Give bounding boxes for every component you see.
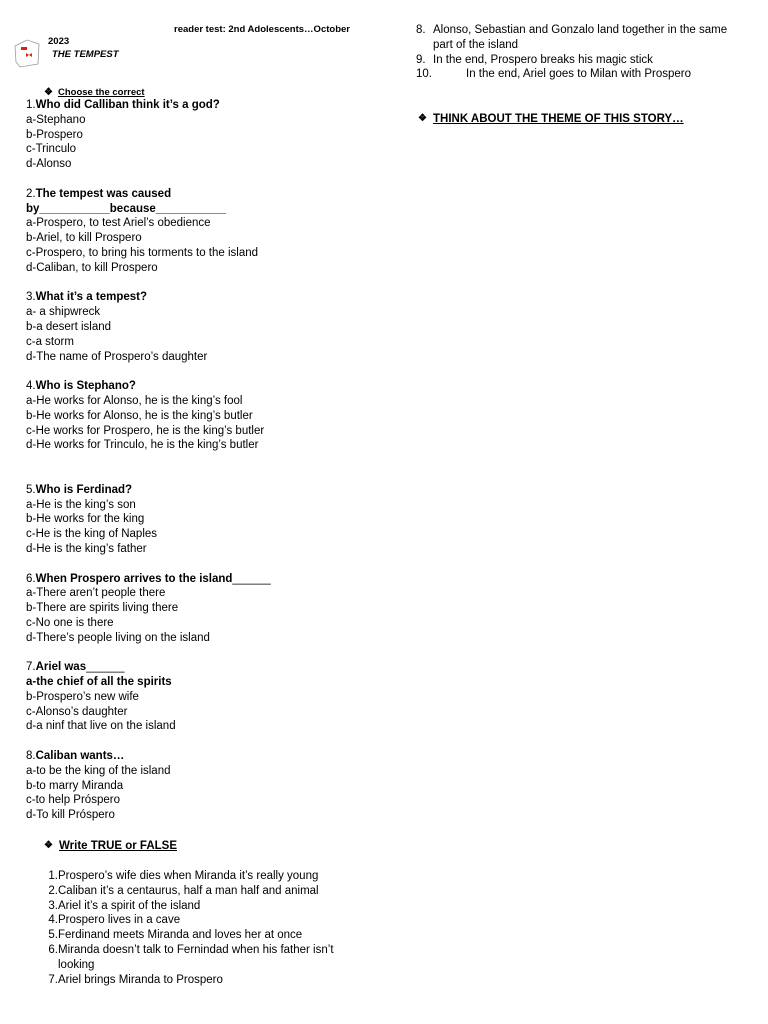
question-3: 3.What it’s a tempest? a- a shipwreck b-a desert island c-a storm d-The name of Prospero’s daughter — [26, 290, 376, 364]
question-7: 7.Ariel was______ a-the chief of all the spirits b-Prospero’s new wife c-Alonso’s daughter d-a ninf that live on the island — [26, 660, 376, 734]
question-2: 2.The tempest was caused by___________because___________ a-Prospero, to test Ariel’s obedience b-Ariel, to kill Prospero c-Prospero, to bring his torments to the island d-Caliban, to kill Prospero — [26, 187, 376, 276]
option: d-Caliban, to kill Prospero — [26, 261, 158, 274]
option: a-Prospero, to test Ariel’s obedience — [26, 217, 211, 230]
true-false-list — [40, 869, 360, 987]
option: b-Prospero’s new wife — [26, 690, 139, 703]
test-year: 2023 — [48, 36, 70, 47]
option: d-The name of Prospero’s daughter — [26, 350, 208, 363]
question-text: Ariel was — [35, 661, 87, 674]
list-item: 2. Caliban it’s a centaurus, half a man half and animal — [48, 884, 319, 897]
option: a-Stephano — [26, 113, 86, 126]
option: b-Prospero — [26, 128, 83, 141]
section-title: Write TRUE or FALSE — [59, 840, 177, 852]
question-text: When Prospero arrives to the island — [35, 572, 233, 585]
list-item: 9. In the end, Prospero breaks his magic stick — [416, 53, 653, 66]
list-item: 8. Alonso, Sebastian and Gonzalo land together in the same part of the island — [416, 24, 728, 51]
question-5: 5.Who is Ferdinad? a-He is the king’s son b-He works for the king c-He is the king of Naples d-He is the king’s father — [26, 483, 376, 557]
option: c-to help Próspero — [26, 794, 120, 807]
question-text-continued: by___________because___________ — [26, 202, 227, 215]
question-text: Who did Calliban think it’s a god? — [35, 99, 220, 111]
option: b-to marry Miranda — [26, 779, 124, 792]
option: c-He is the king of Naples — [26, 528, 158, 541]
list-item: 6. Miranda doesn’t talk to Fernindad when his father isn’t looking — [48, 943, 334, 971]
option: a-the chief of all the spirits — [26, 676, 172, 689]
question-text: What it’s a tempest? — [35, 291, 147, 304]
question-list — [26, 98, 376, 838]
option: d-There’s people living on the island — [26, 631, 210, 644]
option: c-a storm — [26, 335, 74, 348]
option: c-Alonso’s daughter — [26, 705, 128, 718]
question-1: 1.Who did Calliban think it’s a god? a-Stephano b-Prospero c-Trinculo d-Alonso — [26, 98, 376, 172]
option: a-There aren’t people there — [26, 587, 166, 600]
option: c-Trinculo — [26, 143, 77, 156]
section-theme-heading — [418, 112, 684, 127]
option: b-Ariel, to kill Prospero — [26, 232, 142, 245]
question-text: The tempest was caused — [35, 187, 172, 200]
list-item: 4. Prospero lives in a cave — [48, 914, 181, 927]
option: b-There are spirits living there — [26, 602, 179, 615]
list-item: 3. Ariel it’s a spirit of the island — [48, 899, 201, 912]
list-item: 10. In the end, Ariel goes to Milan with Prospero — [416, 68, 692, 81]
option: d-He works for Trinculo, he is the king’s butler — [26, 439, 259, 452]
diamond-bullet-icon: ❖ — [418, 113, 427, 124]
option: b-a desert island — [26, 320, 112, 333]
option: a-He is the king’s son — [26, 498, 136, 511]
option: a-He works for Alonso, he is the king’s fool — [26, 394, 243, 407]
option: c-He works for Prospero, he is the king’s butler — [26, 424, 265, 437]
list-item: 1. Prospero’s wife dies when Miranda it’s really young — [48, 870, 319, 882]
option: b-He works for Alonso, he is the king’s butler — [26, 409, 253, 422]
section-title: Choose the correct — [58, 87, 145, 98]
question-4: 4.Who is Stephano? a-He works for Alonso, he is the king’s fool b-He works for Alonso, he is the king’s butler c-He works for Prospero, he is the king’s butler d-He works for Trinculo, he is the king’s butler — [26, 379, 376, 453]
section-true-false-heading — [44, 839, 177, 854]
option: d-Alonso — [26, 158, 72, 171]
option: d-a ninf that live on the island — [26, 720, 176, 733]
diamond-bullet-icon: ❖ — [44, 840, 53, 851]
question-text: Who is Ferdinad? — [35, 483, 133, 496]
question-text: Who is Stephano? — [35, 380, 136, 393]
option: b-He works for the king — [26, 513, 145, 526]
option: c-Prospero, to bring his torments to the island — [26, 246, 259, 259]
option: d-To kill Próspero — [26, 809, 115, 822]
option: c-No one is there — [26, 616, 114, 629]
school-logo-icon — [14, 38, 40, 68]
option: a-to be the king of the island — [26, 764, 171, 777]
diamond-bullet-icon: ❖ — [44, 87, 53, 98]
question-6: 6.When Prospero arrives to the island______ a-There aren’t people there b-There are spirits living there c-No one is there d-There’s people living on the island — [26, 572, 376, 646]
question-8: 8.Caliban wants… a-to be the king of the island b-to marry Miranda c-to help Próspero d-To kill Próspero — [26, 749, 376, 823]
section-title: THINK ABOUT THE THEME OF THIS STORY… — [433, 113, 684, 125]
question-text: Caliban wants… — [35, 750, 125, 763]
test-title: reader test: 2nd Adolescents…October — [174, 24, 350, 35]
true-false-list-continued — [416, 23, 756, 82]
book-title: THE TEMPEST — [52, 49, 119, 60]
list-item: 5. Ferdinand meets Miranda and loves her at once — [48, 929, 303, 942]
option: a- a shipwreck — [26, 306, 101, 319]
list-item: 7. Ariel brings Miranda to Prospero — [48, 973, 223, 986]
option: d-He is the king’s father — [26, 542, 147, 555]
